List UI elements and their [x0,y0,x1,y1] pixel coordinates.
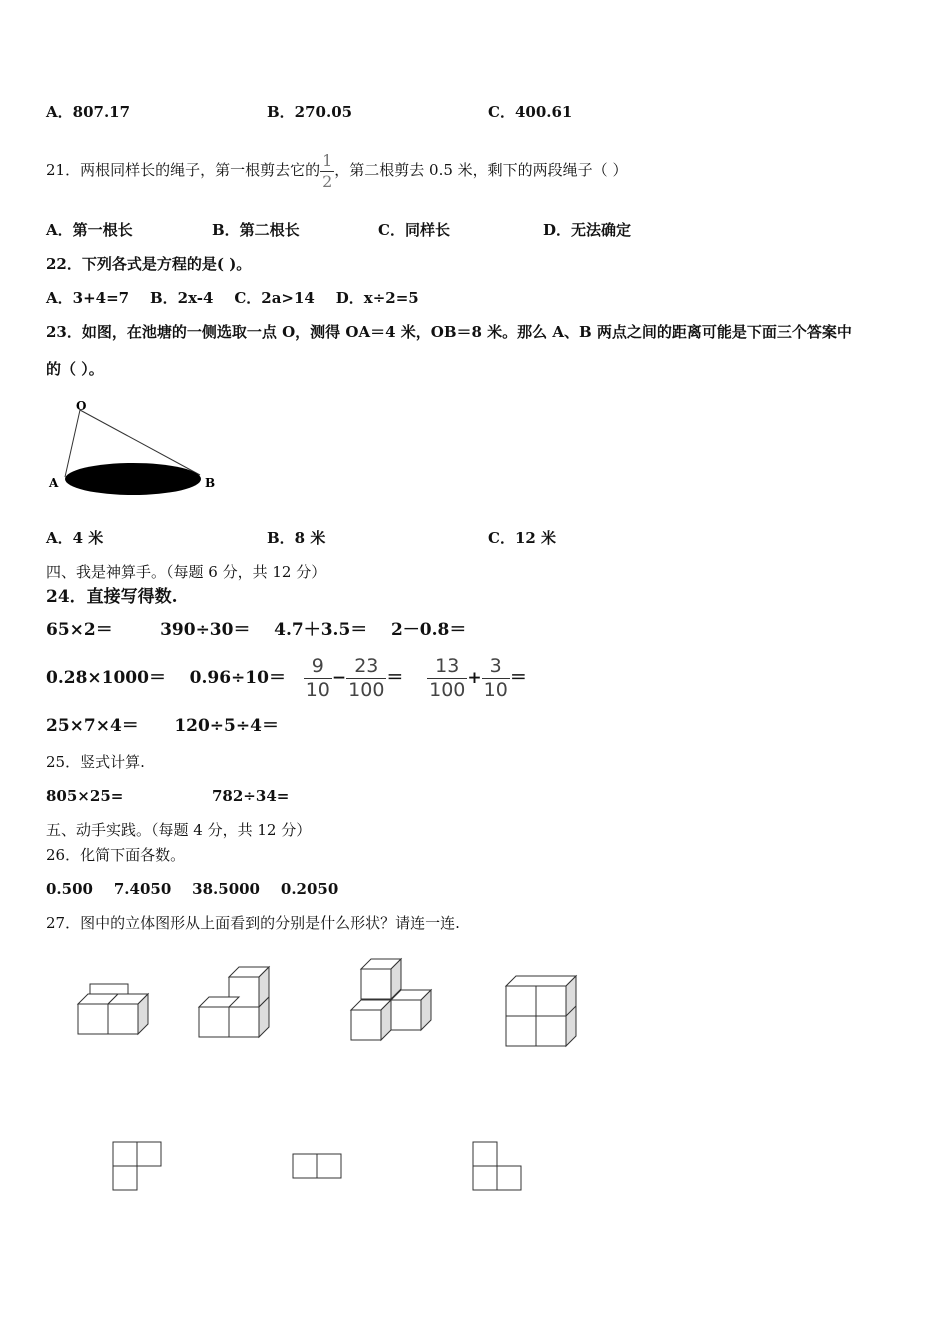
solid-3 [351,959,431,1040]
q21-suffix: ，第二根剪去 0.5 米，剩下的两段绳子（ ） [334,161,628,179]
q26-items: 0.500 7.4050 38.5000 0.2050 [46,880,339,898]
q25-item-1: 805×25= [46,787,124,805]
q24-frac2-num: 23 [346,657,386,679]
q21-option-d: D．无法确定 [543,221,632,239]
q20-option-b: B．270.05 [267,103,353,121]
q24-eq2: ＝ [509,668,527,688]
section4-title: 四、我是神算手。（每题 6 分，共 12 分） [46,563,327,581]
q24-row3: 25×7×4＝ 120÷5÷4＝ [46,716,279,736]
solid-4 [506,976,576,1046]
label-o: O [76,399,87,413]
top-view-1 [113,1142,161,1190]
q25-item-2: 782÷34= [212,787,290,805]
top-view-3 [473,1142,521,1190]
q22-question: 22．下列各式是方程的是( )。 [46,255,252,273]
q24-frac1-num: 9 [304,657,332,679]
q24-frac3-num: 13 [427,657,467,679]
q24-eq1: ＝ [386,668,404,688]
q23-option-b: B．8 米 [267,529,326,547]
q24-row2-text: 0.28×1000＝ 0.96÷10＝ [46,668,286,688]
q24-frac2-den: 100 [348,679,385,701]
q26-title: 26．化简下面各数。 [46,846,186,864]
q24-frac4-den: 10 [483,679,508,701]
q20-option-a: A．807.17 [46,103,131,121]
q21-option-a: A．第一根长 [46,221,133,239]
q21-prefix: 21．两根同样长的绳子，第一根剪去它的 [46,161,321,179]
q24-minus: − [331,668,347,688]
q24-frac4-num: 3 [482,657,510,679]
q20-option-c: C．400.61 [488,103,573,121]
q24-row1: 65×2＝ 390÷30＝ 4.7＋3.5＝ 2－0.8＝ [46,620,467,640]
q21-fraction-numerator: 1 [322,150,333,170]
q23-question-line2: 的（ ）。 [46,360,104,378]
q23-option-a: A．4 米 [46,529,104,547]
q24-frac3-den: 100 [429,679,466,701]
q25-title: 25．竖式计算. [46,753,145,771]
q23-option-c: C．12 米 [488,529,557,547]
q21-fraction-denominator: 2 [322,171,333,191]
q24-frac1-den: 10 [305,679,330,701]
q21-option-b: B．第二根长 [212,221,300,239]
label-a: A [49,476,59,490]
top-view-2 [293,1154,341,1178]
section5-title: 五、动手实践。（每题 4 分，共 12 分） [46,821,312,839]
q24-plus: + [467,668,482,688]
q24-title: 24．直接写得数. [46,587,178,607]
q21-option-c: C．同样长 [378,221,450,239]
label-b: B [205,476,216,490]
q23-question-line1: 23．如图，在池塘的一侧选取一点 O，测得 OA＝4 米，OB＝8 米。那么 A、B 两点之间的距离可能是下面三个答案中 [46,323,852,341]
q22-options: A．3+4=7 B．2x-4 C．2a>14 D．x÷2=5 [46,289,419,307]
q27-title: 27．图中的立体图形从上面看到的分别是什么形状？请连一连. [46,914,460,932]
solid-2 [199,967,269,1037]
solid-1 [78,984,148,1034]
